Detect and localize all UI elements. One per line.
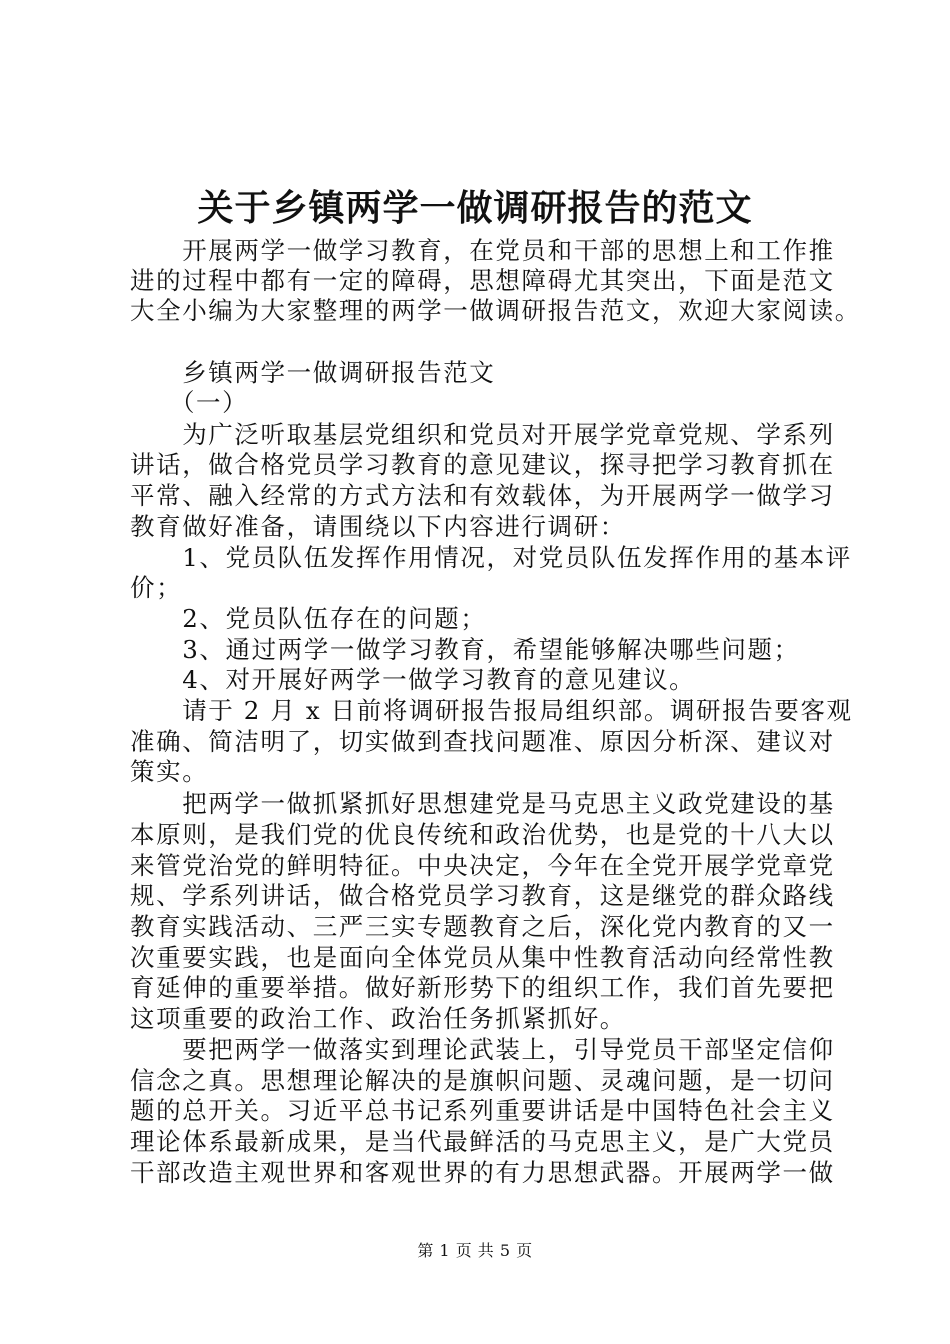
body-line: 次重要实践，也是面向全体党员从集中性教育活动向经常性教 [130, 943, 835, 972]
list-item: 2、党员队伍存在的问题； [130, 604, 487, 633]
list-item: 4、对开展好两学一做学习教育的意见建议。 [130, 665, 696, 694]
body-line: 进的过程中都有一定的障碍，思想障碍尤其突出，下面是范文 [130, 266, 835, 295]
list-item: 1、党员队伍发挥作用情况，对党员队伍发挥作用的基本评 [130, 543, 852, 572]
body-line: 策实。 [130, 757, 209, 786]
list-item: 价； [130, 573, 183, 602]
page-footer: 第 1 页 共 5 页 [417, 1241, 533, 1260]
body-line: 理论体系最新成果，是当代最鲜活的马克思主义，是广大党员 [130, 1127, 835, 1156]
body-line: 为广泛听取基层党组织和党员对开展学党章党规、学系列 [130, 420, 835, 449]
body-line: 请于 2 月 x 日前将调研报告报局组织部。调研报告要客观 [130, 696, 853, 725]
section-heading: 乡镇两学一做调研报告范文 [130, 358, 496, 387]
document-title: 关于乡镇两学一做调研报告的范文 [197, 187, 753, 229]
body-line: 来管党治党的鲜明特征。中央决定，今年在全党开展学党章党 [130, 851, 835, 880]
body-line: 教育做好准备，请围绕以下内容进行调研： [130, 512, 626, 541]
section-number: （一） [130, 388, 249, 417]
body-line: 育延伸的重要举措。做好新形势下的组织工作，我们首先要把 [130, 973, 835, 1002]
body-line: 大全小编为大家整理的两学一做调研报告范文，欢迎大家阅读。 [130, 296, 861, 325]
body-line: 信念之真。思想理论解决的是旗帜问题、灵魂问题，是一切问 [130, 1066, 835, 1095]
body-line: 题的总开关。习近平总书记系列重要讲话是中国特色社会主义 [130, 1096, 835, 1125]
body-line: 本原则，是我们党的优良传统和政治优势，也是党的十八大以 [130, 820, 835, 849]
body-line: 教育实践活动、三严三实专题教育之后，深化党内教育的又一 [130, 912, 835, 941]
body-line: 这项重要的政治工作、政治任务抓紧抓好。 [130, 1004, 626, 1033]
body-line: 开展两学一做学习教育，在党员和干部的思想上和工作推 [130, 236, 835, 265]
list-item: 3、通过两学一做学习教育，希望能够解决哪些问题； [130, 635, 800, 664]
body-line: 讲话，做合格党员学习教育的意见建议，探寻把学习教育抓在 [130, 450, 835, 479]
body-line: 平常、融入经常的方式方法和有效载体，为开展两学一做学习 [130, 481, 835, 510]
body-line: 干部改造主观世界和客观世界的有力思想武器。开展两学一做 [130, 1158, 835, 1187]
body-line: 要把两学一做落实到理论武装上，引导党员干部坚定信仰 [130, 1035, 835, 1064]
body-line: 规、学系列讲话，做合格党员学习教育，这是继党的群众路线 [130, 881, 835, 910]
body-line: 准确、简洁明了，切实做到查找问题准、原因分析深、建议对 [130, 727, 835, 756]
body-line: 把两学一做抓紧抓好思想建党是马克思主义政党建设的基 [130, 789, 835, 818]
